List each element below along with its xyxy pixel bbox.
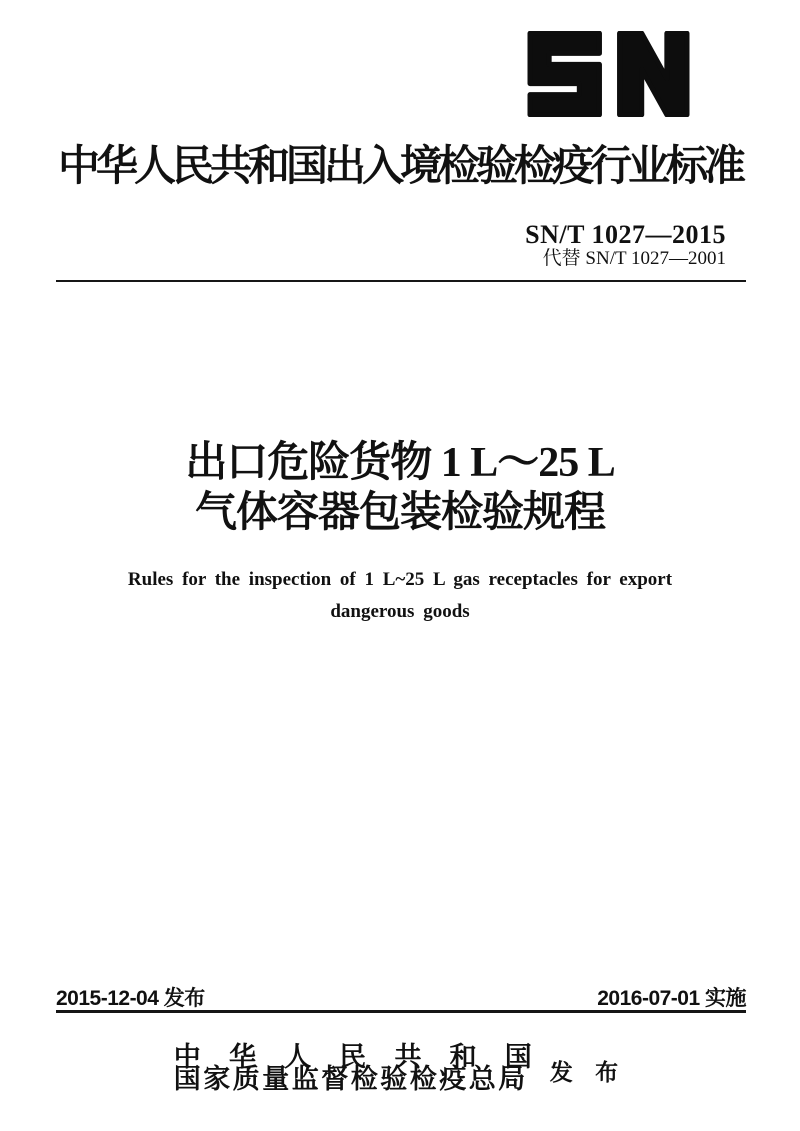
issue-date: 2015-12-04 发布 (56, 987, 205, 1010)
standard-number-block (525, 221, 726, 269)
publisher-block (0, 1042, 800, 1094)
document-title (0, 438, 800, 538)
standard-type-heading: 中华人民共和国出入境检验检疫行业标准 (57, 142, 742, 189)
publisher-name-line-2: 国家质量监督检验检疫总局 (173, 1064, 528, 1094)
publisher-name-line-1: 中 华 人 民 共 和 国 (173, 1042, 532, 1072)
english-title-line-1: Rules for the inspection of 1 L~25 L gas receptacles for export (127, 569, 673, 590)
header-rule (56, 280, 746, 282)
publisher-name (173, 1042, 532, 1094)
standard-number: SN/T 1027—2015 (525, 220, 726, 249)
document-title-english (0, 564, 800, 628)
implement-date: 2016-07-01 实施 (597, 987, 746, 1010)
english-title-line-2: dangerous goods (330, 601, 470, 622)
sn-logo (527, 31, 690, 117)
issued-label: 发 布 (549, 1058, 627, 1085)
footer-rule (56, 1010, 746, 1013)
title-line-2: 气体容器包装检验规程 (194, 490, 605, 536)
replaces-note: 代替 SN/T 1027—2001 (542, 248, 726, 269)
sn-logo-icon (527, 31, 690, 117)
title-line-1: 出口危险货物 1 L～25 L (185, 440, 615, 486)
